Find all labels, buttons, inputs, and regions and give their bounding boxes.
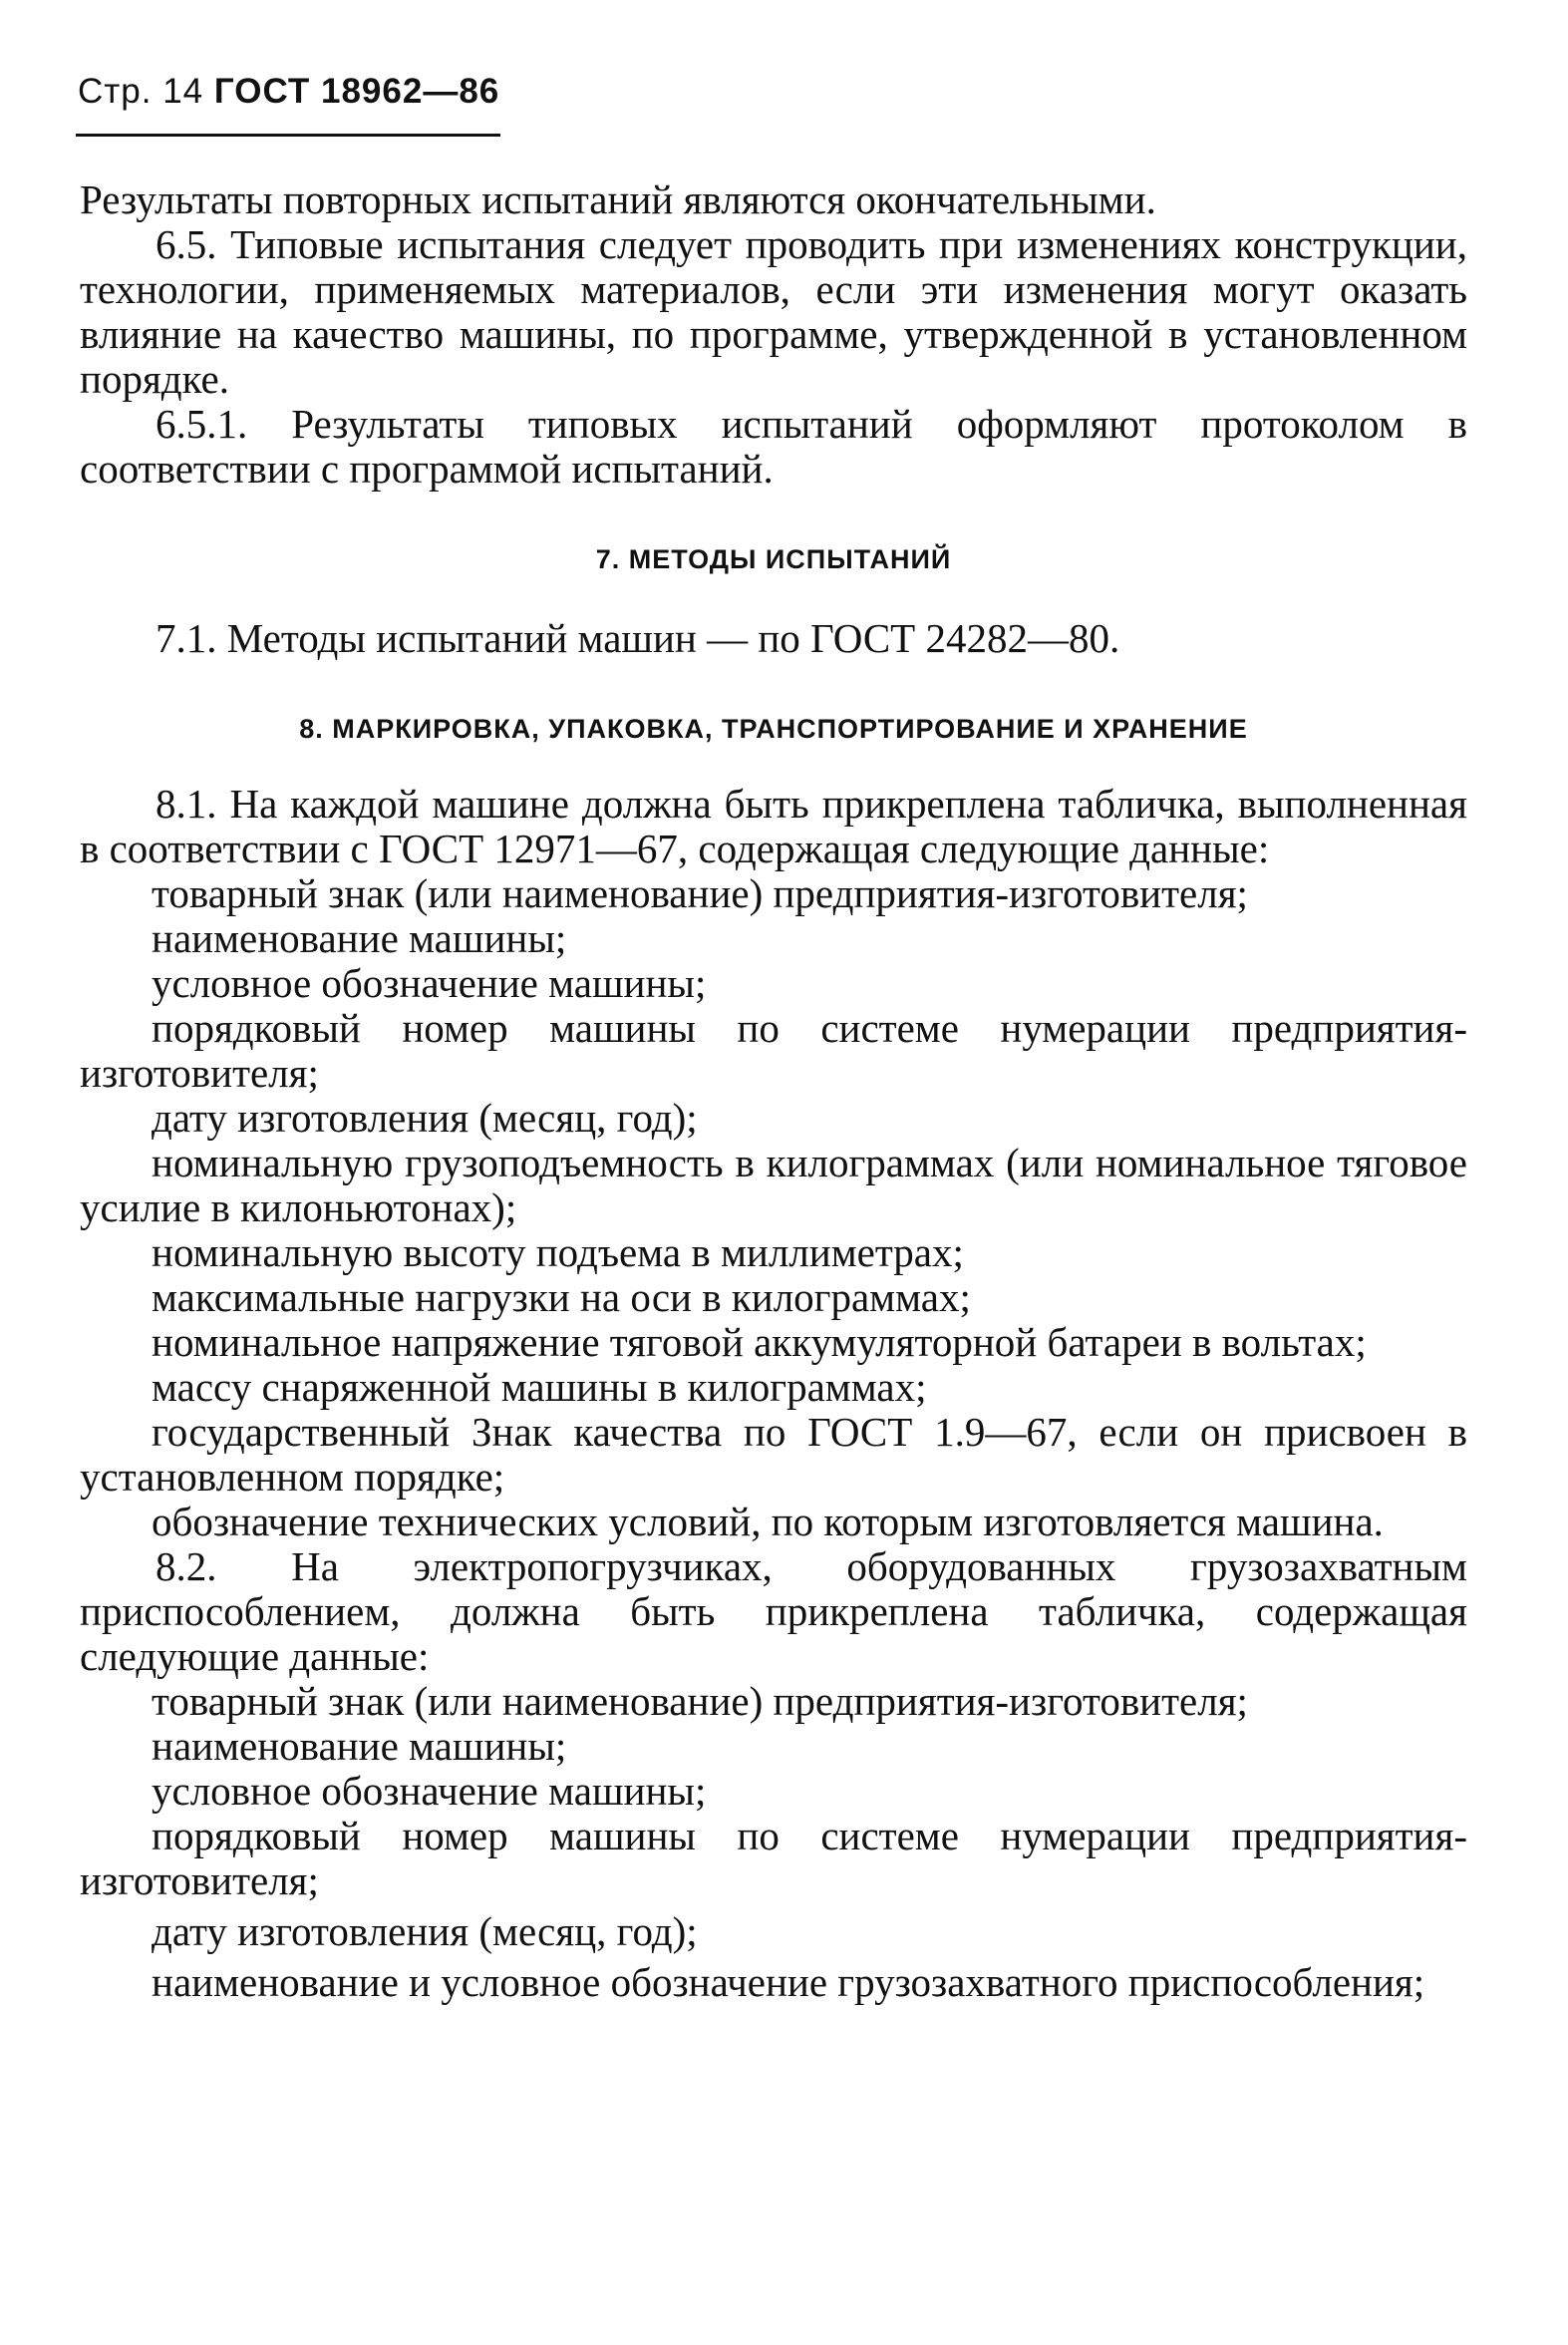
page-number: Стр. 14 — [78, 72, 204, 111]
paragraph-8-2: 8.2. На электропогрузчиках, оборудованных грузозахватным приспособлением, должна быть прикреплена табличка, содержащая следующие данные: — [80, 1543, 1467, 1679]
paragraph-6-5: 6.5. Типовые испытания следует проводить при изменениях конструкции, технологии, применяемых материалов, если эти изменения могут оказать влияние на качество машины, по программе, утвержденной в установленном порядке. — [80, 221, 1467, 402]
list-item: номинальное напряжение тяговой аккумуляторной батареи в вольтах; — [152, 1319, 1367, 1365]
list-item: порядковый номер машины по системе нумерации предприятия-изготовителя; — [80, 1813, 1467, 1903]
list-item: условное обозначение машины; — [152, 1768, 707, 1814]
section-7-heading: 7. МЕТОДЫ ИСПЫТАНИЙ — [595, 544, 952, 574]
paragraph: Результаты повторных испытаний являются окончательными. — [80, 176, 1156, 222]
paragraph-7-1: 7.1. Методы испытаний машин — по ГОСТ 24282—80. — [156, 615, 1120, 661]
list-item: наименование машины; — [152, 915, 567, 961]
standard-number: ГОСТ 18962—86 — [213, 72, 500, 111]
list-item: массу снаряженной машины в килограммах; — [152, 1364, 927, 1410]
list-item: порядковый номер машины по системе нумерации предприятия-изготовителя; — [80, 1005, 1467, 1096]
list-item: максимальные нагрузки на оси в килограммах; — [152, 1274, 971, 1320]
list-item: товарный знак (или наименование) предприятия-изготовителя; — [152, 870, 1248, 916]
list-item: товарный знак (или наименование) предприятия-изготовителя; — [152, 1678, 1248, 1724]
list-item: наименование машины; — [152, 1723, 567, 1769]
paragraph-8-1: 8.1. На каждой машине должна быть прикреплена табличка, выполненная в соответствии с ГОСТ 12971—67, содержащая следующие данные: — [80, 781, 1467, 871]
list-item: дату изготовления (месяц, год); — [152, 1908, 698, 1954]
list-item: номинальную грузоподъемность в килограммах (или номинальное тяговое усилие в килоньютонах); — [80, 1140, 1467, 1230]
list-item: условное обозначение машины; — [152, 960, 707, 1006]
page-header — [78, 72, 499, 112]
list-item: дату изготовления (месяц, год); — [152, 1095, 698, 1141]
document-body — [80, 177, 1467, 2005]
list-item: наименование и условное обозначение грузозахватного приспособления; — [152, 1959, 1425, 2005]
list-item: обозначение технических условий, по которым изготовляется машина. — [152, 1499, 1384, 1544]
paragraph-6-5-1: 6.5.1. Результаты типовых испытаний оформляют протоколом в соответствии с программой испытаний. — [80, 401, 1467, 492]
list-item: государственный Знак качества по ГОСТ 1.9—67, если он присвоен в установленном порядке; — [80, 1409, 1467, 1500]
header-rule — [76, 134, 500, 137]
section-8-heading: 8. МАРКИРОВКА, УПАКОВКА, ТРАНСПОРТИРОВАНИЕ И ХРАНЕНИЕ — [299, 714, 1248, 744]
list-item: номинальную высоту подъема в миллиметрах; — [152, 1229, 964, 1275]
